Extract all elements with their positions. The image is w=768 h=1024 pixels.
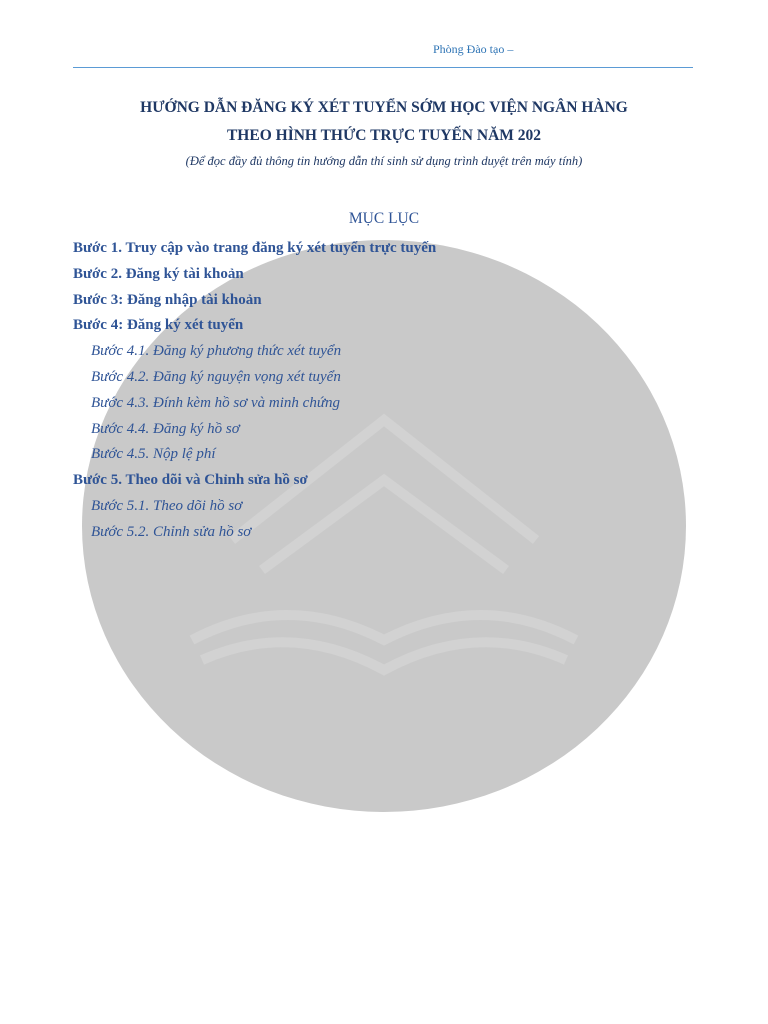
table-of-contents (73, 237, 436, 547)
toc-item-step-4-5[interactable]: Bước 4.5. Nộp lệ phí (91, 446, 216, 463)
header-text: Phòng Đào tạo – (433, 42, 514, 56)
toc-item-step-4-4[interactable]: Bước 4.4. Đăng ký hồ sơ (91, 420, 240, 437)
document-subtitle: (Để đọc đầy đủ thông tin hướng dẫn thí sinh sử dụng trình duyệt trên máy tính) (185, 154, 583, 168)
toc-item-step-3[interactable]: Bước 3: Đăng nhập tài khoản (73, 291, 262, 308)
toc-item-step-4[interactable]: Bước 4: Đăng ký xét tuyển (73, 317, 244, 334)
toc-item-step-4-2[interactable]: Bước 4.2. Đăng ký nguyện vọng xét tuyển (91, 368, 341, 385)
toc-item-step-4-3[interactable]: Bước 4.3. Đính kèm hồ sơ và minh chứng (91, 394, 340, 411)
toc-item-step-5[interactable]: Bước 5. Theo dõi và Chỉnh sửa hồ sơ (73, 472, 308, 489)
document-title-line2: THEO HÌNH THỨC TRỰC TUYẾN NĂM 202 (226, 127, 542, 144)
header-rule (73, 67, 693, 68)
toc-item-step-5-1[interactable]: Bước 5.1. Theo dõi hồ sơ (91, 497, 243, 514)
toc-item-step-5-2[interactable]: Bước 5.2. Chỉnh sửa hồ sơ (91, 523, 252, 540)
toc-item-step-4-1[interactable]: Bước 4.1. Đăng ký phương thức xét tuyển (91, 343, 342, 360)
toc-item-step-2[interactable]: Bước 2. Đăng ký tài khoản (73, 265, 244, 282)
toc-heading: MỤC LỤC (348, 210, 420, 227)
toc-item-step-1[interactable]: Bước 1. Truy cập vào trang đăng ký xét tuyển trực tuyến (73, 240, 437, 256)
document-title-line1: HƯỚNG DẪN ĐĂNG KÝ XÉT TUYỂN SỚM HỌC VIỆN NGÂN HÀNG (140, 99, 628, 116)
